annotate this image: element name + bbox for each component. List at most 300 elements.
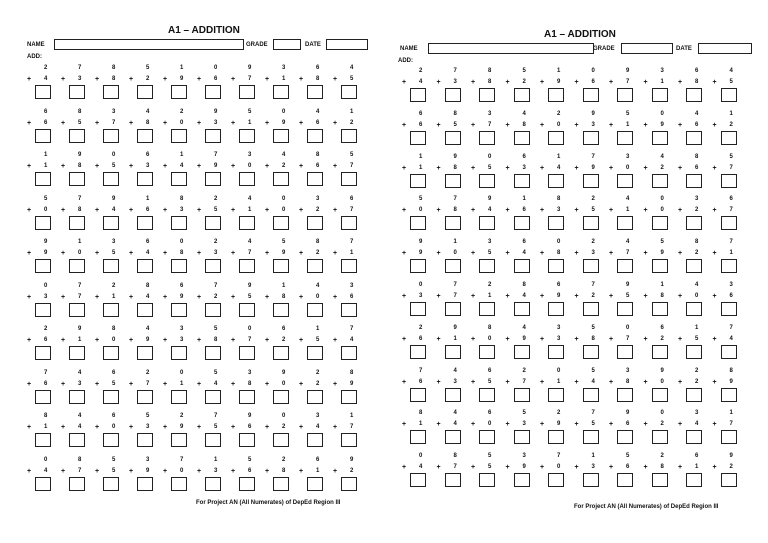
addend-top: 0	[180, 369, 184, 376]
answer-box[interactable]	[686, 345, 702, 359]
answer-box[interactable]	[652, 174, 668, 188]
plus-sign: +	[27, 206, 32, 214]
plus-sign: +	[61, 424, 66, 431]
answer-box[interactable]	[137, 303, 153, 317]
answer-box[interactable]	[721, 345, 737, 359]
answer-box[interactable]	[721, 174, 737, 188]
answer-box[interactable]	[137, 129, 153, 143]
answer-box[interactable]	[69, 477, 85, 491]
answer-box[interactable]	[307, 433, 323, 447]
plus-sign: +	[609, 207, 614, 215]
answer-box[interactable]	[69, 85, 85, 99]
addend-top: 4	[78, 369, 82, 376]
answer-box[interactable]	[239, 477, 255, 491]
answer-box[interactable]	[617, 388, 633, 402]
answer-box[interactable]	[721, 216, 737, 230]
answer-box[interactable]	[445, 430, 461, 444]
answer-box[interactable]	[410, 473, 426, 487]
addition-problem	[61, 196, 95, 236]
answer-box[interactable]	[617, 131, 633, 145]
answer-box[interactable]	[721, 259, 737, 273]
answer-box[interactable]	[445, 259, 461, 273]
plus-sign: +	[265, 119, 270, 127]
answer-box[interactable]	[686, 473, 702, 487]
answer-box[interactable]	[341, 259, 357, 273]
addend-bottom: 6	[695, 121, 699, 128]
answer-box[interactable]	[514, 302, 530, 316]
answer-box[interactable]	[205, 477, 221, 491]
addition-problem	[540, 68, 574, 108]
addend-bottom: 6	[214, 76, 218, 82]
answer-box[interactable]	[137, 477, 153, 491]
answer-box[interactable]	[341, 390, 357, 404]
answer-box[interactable]	[686, 388, 702, 402]
answer-box[interactable]	[617, 174, 633, 188]
answer-box[interactable]	[652, 388, 668, 402]
answer-box[interactable]	[548, 345, 564, 359]
answer-box[interactable]	[721, 430, 737, 444]
answer-box[interactable]	[652, 88, 668, 102]
answer-box[interactable]	[410, 216, 426, 230]
answer-box[interactable]	[410, 345, 426, 359]
plus-sign: +	[231, 119, 236, 127]
addend-bottom: 5	[112, 250, 116, 256]
answer-box[interactable]	[103, 390, 119, 404]
grade-field[interactable]	[273, 39, 301, 50]
answer-box[interactable]	[273, 216, 289, 230]
addend-top: 7	[729, 324, 733, 331]
plus-sign: +	[643, 250, 648, 258]
addition-problem	[506, 453, 540, 493]
addend-top: 5	[282, 239, 286, 245]
plus-sign: +	[333, 424, 338, 431]
addition-problem	[231, 413, 265, 453]
answer-box[interactable]	[239, 259, 255, 273]
answer-box[interactable]	[410, 259, 426, 273]
answer-box[interactable]	[410, 430, 426, 444]
addition-problem	[163, 152, 197, 192]
answer-box[interactable]	[307, 346, 323, 360]
answer-box[interactable]	[514, 345, 530, 359]
answer-box[interactable]	[273, 259, 289, 273]
answer-box[interactable]	[341, 129, 357, 143]
answer-box[interactable]	[583, 259, 599, 273]
addend-bottom: 5	[78, 119, 82, 126]
answer-box[interactable]	[652, 345, 668, 359]
answer-box[interactable]	[273, 477, 289, 491]
plus-sign: +	[299, 293, 304, 301]
addition-problem	[575, 111, 609, 151]
answer-box[interactable]	[479, 259, 495, 273]
answer-box[interactable]	[617, 345, 633, 359]
addend-bottom: 0	[626, 164, 630, 171]
answer-box[interactable]	[35, 216, 51, 230]
answer-box[interactable]	[307, 390, 323, 404]
answer-box[interactable]	[583, 216, 599, 230]
answer-box[interactable]	[239, 346, 255, 360]
addition-problem	[678, 111, 712, 151]
answer-box[interactable]	[341, 346, 357, 360]
answer-box[interactable]	[239, 303, 255, 317]
addend-bottom: 3	[591, 121, 595, 128]
answer-box[interactable]	[479, 473, 495, 487]
answer-box[interactable]	[137, 390, 153, 404]
answer-box[interactable]	[69, 303, 85, 317]
answer-box[interactable]	[103, 433, 119, 447]
answer-box[interactable]	[548, 131, 564, 145]
answer-box[interactable]	[514, 131, 530, 145]
answer-box[interactable]	[479, 216, 495, 230]
addend-bottom: 0	[695, 293, 699, 299]
answer-box[interactable]	[652, 302, 668, 316]
addend-top: 0	[660, 410, 664, 417]
addend-bottom: 9	[180, 424, 184, 430]
answer-box[interactable]	[686, 302, 702, 316]
addend-bottom: 5	[695, 335, 699, 342]
plus-sign: +	[95, 163, 100, 170]
answer-box[interactable]	[548, 88, 564, 102]
answer-box[interactable]	[514, 174, 530, 188]
answer-box[interactable]	[617, 430, 633, 444]
answer-box[interactable]	[617, 302, 633, 316]
answer-box[interactable]	[548, 216, 564, 230]
answer-box[interactable]	[514, 430, 530, 444]
answer-box[interactable]	[583, 345, 599, 359]
answer-box[interactable]	[514, 473, 530, 487]
answer-box[interactable]	[205, 172, 221, 186]
plus-sign: +	[402, 464, 407, 472]
addend-top: 8	[146, 282, 150, 289]
answer-box[interactable]	[103, 85, 119, 99]
addition-problem	[231, 196, 265, 236]
plus-sign: +	[265, 337, 270, 344]
addition-problem	[163, 109, 197, 149]
answer-box[interactable]	[341, 433, 357, 447]
answer-box[interactable]	[35, 129, 51, 143]
plus-sign: +	[643, 293, 648, 300]
answer-box[interactable]	[686, 430, 702, 444]
plus-sign: +	[712, 164, 717, 172]
answer-box[interactable]	[69, 259, 85, 273]
answer-box[interactable]	[445, 302, 461, 316]
plus-sign: +	[27, 467, 32, 475]
plus-sign: +	[678, 250, 683, 258]
answer-box[interactable]	[171, 85, 187, 99]
answer-box[interactable]	[583, 430, 599, 444]
addend-bottom: 3	[591, 250, 595, 257]
answer-box[interactable]	[583, 88, 599, 102]
answer-box[interactable]	[103, 346, 119, 360]
answer-box[interactable]	[410, 174, 426, 188]
answer-box[interactable]	[721, 131, 737, 145]
answer-box[interactable]	[548, 430, 564, 444]
addend-top: 1	[729, 110, 733, 117]
answer-box[interactable]	[273, 390, 289, 404]
addend-top: 3	[350, 282, 354, 289]
addend-top: 2	[557, 110, 561, 117]
answer-box[interactable]	[35, 85, 51, 99]
answer-box[interactable]	[35, 390, 51, 404]
answer-box[interactable]	[341, 172, 357, 186]
answer-box[interactable]	[341, 477, 357, 491]
answer-box[interactable]	[514, 388, 530, 402]
addend-top: 0	[180, 239, 184, 245]
plus-sign: +	[643, 421, 648, 429]
answer-box[interactable]	[273, 172, 289, 186]
addition-problem	[265, 370, 299, 410]
answer-box[interactable]	[445, 473, 461, 487]
answer-box[interactable]	[239, 216, 255, 230]
addition-problem	[129, 65, 163, 105]
answer-box[interactable]	[445, 174, 461, 188]
answer-box[interactable]	[239, 172, 255, 186]
answer-box[interactable]	[35, 172, 51, 186]
answer-box[interactable]	[686, 259, 702, 273]
answer-box[interactable]	[445, 345, 461, 359]
addition-problem	[265, 152, 299, 192]
answer-box[interactable]	[721, 88, 737, 102]
answer-box[interactable]	[35, 259, 51, 273]
plus-sign: +	[436, 121, 441, 129]
answer-box[interactable]	[239, 433, 255, 447]
addend-bottom: 2	[660, 164, 664, 171]
answer-box[interactable]	[69, 390, 85, 404]
answer-box[interactable]	[171, 477, 187, 491]
answer-box[interactable]	[239, 129, 255, 143]
answer-box[interactable]	[307, 259, 323, 273]
answer-box[interactable]	[479, 88, 495, 102]
answer-box[interactable]	[583, 302, 599, 316]
answer-box[interactable]	[273, 303, 289, 317]
addition-problem	[129, 239, 163, 279]
answer-box[interactable]	[686, 216, 702, 230]
answer-box[interactable]	[103, 172, 119, 186]
answer-box[interactable]	[341, 303, 357, 317]
answer-box[interactable]	[273, 346, 289, 360]
answer-box[interactable]	[273, 129, 289, 143]
answer-box[interactable]	[69, 129, 85, 143]
name-field[interactable]	[54, 39, 244, 50]
answer-box[interactable]	[341, 216, 357, 230]
answer-box[interactable]	[445, 88, 461, 102]
answer-box[interactable]	[410, 88, 426, 102]
answer-box[interactable]	[514, 216, 530, 230]
answer-box[interactable]	[205, 216, 221, 230]
answer-box[interactable]	[479, 174, 495, 188]
answer-box[interactable]	[171, 129, 187, 143]
answer-box[interactable]	[103, 477, 119, 491]
grade-field[interactable]	[621, 43, 673, 54]
answer-box[interactable]	[721, 388, 737, 402]
answer-box[interactable]	[239, 390, 255, 404]
add-label: ADD:	[27, 54, 42, 60]
plus-sign: +	[712, 293, 717, 300]
addend-bottom: 1	[282, 76, 286, 82]
answer-box[interactable]	[137, 346, 153, 360]
answer-box[interactable]	[171, 216, 187, 230]
answer-box[interactable]	[341, 85, 357, 99]
addition-problem	[437, 111, 471, 151]
answer-box[interactable]	[652, 259, 668, 273]
answer-box[interactable]	[514, 259, 530, 273]
answer-box[interactable]	[307, 303, 323, 317]
answer-box[interactable]	[410, 388, 426, 402]
answer-box[interactable]	[137, 172, 153, 186]
addition-problem	[27, 152, 61, 192]
answer-box[interactable]	[617, 473, 633, 487]
answer-box[interactable]	[35, 477, 51, 491]
answer-box[interactable]	[445, 388, 461, 402]
addend-bottom: 8	[78, 163, 82, 169]
answer-box[interactable]	[103, 259, 119, 273]
addition-problem	[27, 283, 61, 323]
answer-box[interactable]	[69, 172, 85, 186]
addition-problem	[95, 196, 129, 236]
answer-box[interactable]	[137, 433, 153, 447]
addend-bottom: 6	[248, 424, 252, 430]
answer-box[interactable]	[548, 259, 564, 273]
plus-sign: +	[540, 464, 545, 472]
answer-box[interactable]	[205, 129, 221, 143]
answer-box[interactable]	[721, 473, 737, 487]
answer-box[interactable]	[410, 131, 426, 145]
answer-box[interactable]	[548, 174, 564, 188]
answer-box[interactable]	[103, 129, 119, 143]
answer-box[interactable]	[548, 302, 564, 316]
answer-box[interactable]	[652, 473, 668, 487]
answer-box[interactable]	[205, 303, 221, 317]
plus-sign: +	[95, 380, 100, 388]
answer-box[interactable]	[171, 259, 187, 273]
answer-box[interactable]	[137, 85, 153, 99]
answer-box[interactable]	[652, 216, 668, 230]
answer-box[interactable]	[35, 346, 51, 360]
answer-box[interactable]	[686, 174, 702, 188]
addend-top: 3	[112, 108, 116, 115]
answer-box[interactable]	[479, 430, 495, 444]
addition-problem	[61, 457, 95, 497]
answer-box[interactable]	[273, 85, 289, 99]
addend-top: 2	[419, 324, 423, 331]
plus-sign: +	[265, 76, 270, 83]
answer-box[interactable]	[205, 85, 221, 99]
answer-box[interactable]	[137, 216, 153, 230]
answer-box[interactable]	[273, 433, 289, 447]
answer-box[interactable]	[686, 88, 702, 102]
addition-problem	[575, 154, 609, 194]
answer-box[interactable]	[583, 174, 599, 188]
answer-box[interactable]	[307, 129, 323, 143]
addition-problem	[713, 325, 747, 365]
addend-top: 6	[146, 239, 150, 245]
addend-bottom: 8	[282, 293, 286, 300]
answer-box[interactable]	[652, 430, 668, 444]
plus-sign: +	[299, 467, 304, 475]
answer-box[interactable]	[548, 388, 564, 402]
addend-bottom: 4	[522, 293, 526, 299]
addition-problem	[713, 282, 747, 322]
addend-bottom: 9	[350, 380, 354, 387]
answer-box[interactable]	[479, 345, 495, 359]
answer-box[interactable]	[171, 433, 187, 447]
addition-problem	[95, 457, 129, 497]
addend-bottom: 1	[44, 163, 48, 169]
answer-box[interactable]	[137, 259, 153, 273]
answer-box[interactable]	[514, 88, 530, 102]
answer-box[interactable]	[307, 477, 323, 491]
answer-box[interactable]	[479, 388, 495, 402]
answer-box[interactable]	[583, 473, 599, 487]
answer-box[interactable]	[103, 216, 119, 230]
addition-problem	[61, 109, 95, 149]
answer-box[interactable]	[583, 131, 599, 145]
answer-box[interactable]	[69, 346, 85, 360]
answer-box[interactable]	[69, 433, 85, 447]
plus-sign: +	[505, 121, 510, 129]
addend-top: 1	[557, 68, 561, 74]
addend-bottom: 2	[660, 335, 664, 342]
answer-box[interactable]	[205, 346, 221, 360]
answer-box[interactable]	[721, 302, 737, 316]
answer-box[interactable]	[617, 259, 633, 273]
answer-box[interactable]	[103, 303, 119, 317]
answer-box[interactable]	[35, 303, 51, 317]
addend-bottom: 5	[248, 293, 252, 300]
answer-box[interactable]	[652, 131, 668, 145]
name-field[interactable]	[428, 43, 594, 54]
addend-top: 3	[316, 195, 320, 202]
answer-box[interactable]	[171, 303, 187, 317]
answer-box[interactable]	[686, 131, 702, 145]
answer-box[interactable]	[69, 216, 85, 230]
addend-top: 8	[350, 369, 354, 376]
addend-top: 0	[660, 196, 664, 203]
date-field[interactable]	[698, 43, 752, 54]
addend-top: 3	[695, 196, 699, 203]
answer-box[interactable]	[205, 433, 221, 447]
answer-box[interactable]	[617, 216, 633, 230]
answer-box[interactable]	[205, 390, 221, 404]
answer-box[interactable]	[171, 172, 187, 186]
addition-problem	[678, 239, 712, 279]
addend-bottom: 6	[695, 164, 699, 171]
answer-box[interactable]	[617, 88, 633, 102]
answer-box[interactable]	[307, 216, 323, 230]
answer-box[interactable]	[410, 302, 426, 316]
addition-problem	[644, 239, 678, 279]
answer-box[interactable]	[171, 390, 187, 404]
answer-box[interactable]	[583, 388, 599, 402]
answer-box[interactable]	[307, 172, 323, 186]
answer-box[interactable]	[171, 346, 187, 360]
answer-box[interactable]	[548, 473, 564, 487]
addend-bottom: 2	[282, 424, 286, 430]
addend-bottom: 4	[316, 424, 320, 430]
answer-box[interactable]	[445, 131, 461, 145]
answer-box[interactable]	[205, 259, 221, 273]
addend-top: 2	[660, 453, 664, 460]
addend-bottom: 6	[419, 121, 423, 128]
answer-box[interactable]	[239, 85, 255, 99]
addend-bottom: 6	[419, 378, 423, 385]
answer-box[interactable]	[35, 433, 51, 447]
answer-box[interactable]	[479, 131, 495, 145]
answer-box[interactable]	[307, 85, 323, 99]
answer-box[interactable]	[479, 302, 495, 316]
date-field[interactable]	[326, 39, 368, 50]
answer-box[interactable]	[445, 216, 461, 230]
plus-sign: +	[299, 424, 304, 431]
